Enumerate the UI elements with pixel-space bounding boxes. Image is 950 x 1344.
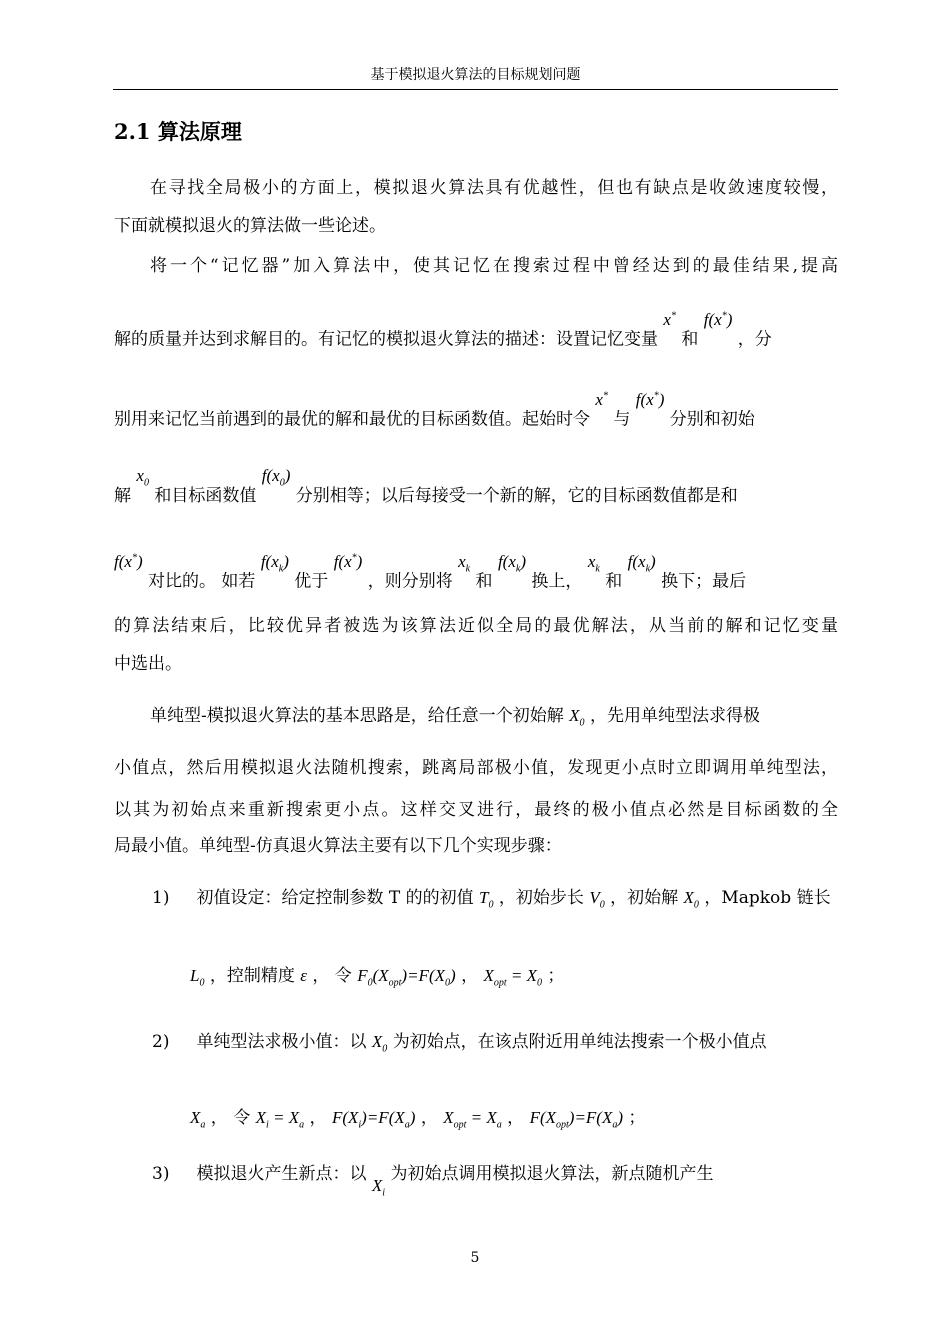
text-segment: 为初始点调用模拟退火算法，新点随机产生 xyxy=(390,1164,714,1184)
text-segment: 模拟退火产生新点：以 xyxy=(196,1164,367,1184)
paragraph-3-line-3: 以其为初始点来重新搜索更小点。这样交叉进行，最终的极小值点必然是目标函数的全 xyxy=(114,800,838,820)
math-f-xk: $f(x_k)$ xyxy=(627,551,656,575)
math-epsilon: ε xyxy=(300,966,307,985)
math-f-x0: $f(x_0)$ xyxy=(261,466,291,489)
step-2-line-1 xyxy=(152,1030,838,1061)
step-number: 1) xyxy=(152,888,170,908)
text-segment: ， xyxy=(507,1108,525,1128)
text-segment: 和 xyxy=(605,571,623,592)
text-segment: 单纯型法求极小值：以 xyxy=(196,1032,367,1052)
step-number: 3) xyxy=(152,1164,170,1184)
math-Xa: $X_a$ xyxy=(190,1108,206,1131)
step-1-line-2 xyxy=(190,964,838,995)
paragraph-1-line-1: 在寻找全局极小的方面上，模拟退火算法具有优越性，但也有缺点是收敛速度较慢， xyxy=(150,178,838,198)
text-segment: ； xyxy=(547,966,565,986)
text-segment: 对比的。 如若 xyxy=(148,571,256,592)
text-segment: ， 令 xyxy=(210,1108,251,1128)
page-number: 5 xyxy=(470,1250,480,1266)
math-V0: $V_0$ xyxy=(589,888,605,911)
paragraph-1-line-2: 下面就模拟退火的算法做一些论述。 xyxy=(114,216,386,236)
section-heading: 2.1 算法原理 xyxy=(114,119,242,144)
step-3-line-1 xyxy=(152,1162,838,1199)
text-segment: ， xyxy=(420,1108,438,1128)
math-F-Xopt-eq-F-Xa: $F(X_{opt})=F(X_a)$ xyxy=(529,1108,624,1131)
running-header: 基于模拟退火算法的目标规划问题 xyxy=(370,67,581,83)
math-f-x-star: f(x*) xyxy=(635,389,665,409)
paragraph-2-line-1: 将一个“记忆器”加入算法中，使其记忆在搜索过程中曾经达到的最佳结果,提高 xyxy=(150,256,838,276)
paragraph-3-line-1 xyxy=(114,704,838,735)
math-T0: $T_0$ xyxy=(479,888,494,911)
math-Xi-eq-Xa: $X_i = X_a$ xyxy=(255,1108,305,1131)
math-X0: $X_0$ xyxy=(683,888,699,911)
text-segment: 与 xyxy=(613,409,631,430)
paragraph-2-line-6: 的算法结束后，比较优异者被选为该算法近似全局的最优解法，从当前的解和记忆变量 xyxy=(114,616,838,636)
text-segment: 为初始点，在该点附近用单纯法搜索一个极小值点 xyxy=(392,1032,767,1052)
paragraph-3-line-2: 小值点，然后用模拟退火法随机搜索，跳离局部极小值，发现更小点时立即调用单纯型法， xyxy=(114,758,838,778)
text-segment: 别用来记忆当前遇到的最优的解和最优的目标函数值。起始时令 xyxy=(114,409,590,430)
text-segment: 优于 xyxy=(294,571,329,592)
math-X0: $X_0$ xyxy=(569,706,585,729)
math-f-x-star: f(x*) xyxy=(333,551,363,571)
math-f-x-star: f(x*) xyxy=(114,551,143,571)
math-X0: $X_0$ xyxy=(371,1032,388,1055)
paragraph-2-line-4 xyxy=(114,466,838,515)
text-segment: ，控制精度 xyxy=(209,966,295,986)
math-x-star: x* xyxy=(663,309,676,329)
math-f-x-star: f(x*) xyxy=(703,309,733,329)
header-rule xyxy=(113,89,838,90)
paragraph-3-line-4: 局最小值。单纯型-仿真退火算法主要有以下几个实现步骤： xyxy=(114,836,562,856)
paragraph-2-line-5 xyxy=(114,551,838,601)
text-segment: ， xyxy=(461,966,479,986)
text-segment: ， xyxy=(309,1108,327,1128)
math-Xi: $X_i$ xyxy=(371,1176,386,1199)
text-segment: 换下；最后 xyxy=(661,571,747,592)
text-segment: ，Mapkob 链长 xyxy=(704,888,831,908)
text-segment: ，分 xyxy=(737,329,772,350)
math-f-xk: $f(x_k)$ xyxy=(497,551,526,575)
text-segment: 解的质量并达到求解目的。有记忆的模拟退火算法的描述：设置记忆变量 xyxy=(114,329,658,350)
text-segment: 换上， xyxy=(531,571,583,592)
paragraph-2-line-7: 中选出。 xyxy=(114,654,182,674)
math-xk: $x_k$ xyxy=(458,551,471,575)
text-segment: 和目标函数值 xyxy=(154,486,257,506)
text-segment: 和 xyxy=(681,329,699,350)
math-x0: $x_0$ xyxy=(136,466,149,489)
step-number: 2) xyxy=(152,1032,170,1052)
text-segment: 单纯型-模拟退火算法的基本思路是，给任意一个初始解 xyxy=(150,706,564,726)
paragraph-2-line-2 xyxy=(114,309,838,352)
paragraph-2-line-3 xyxy=(114,389,838,432)
text-segment: ， 令 xyxy=(312,966,352,986)
math-f-xk: $f(x_k)$ xyxy=(260,551,289,575)
math-Xopt-eq-Xa: $X_{opt} = X_a$ xyxy=(443,1108,502,1131)
text-segment: ，先用单纯型法求得极 xyxy=(589,706,760,726)
step-1-line-1 xyxy=(152,886,838,917)
text-segment: ，初始步长 xyxy=(498,888,584,908)
text-segment: ； xyxy=(628,1108,646,1128)
text-segment: ，初始解 xyxy=(610,888,679,908)
math-L0: $L_0$ xyxy=(190,966,205,989)
text-segment: ，则分别将 xyxy=(367,571,453,592)
text-segment: 分别相等；以后每接受一个新的解，它的目标函数值都是和 xyxy=(295,486,738,506)
math-F-Xi-eq-F-Xa: $F(X_i)=F(X_a)$ xyxy=(331,1108,416,1131)
math-xk: $x_k$ xyxy=(587,551,600,575)
math-Xopt-eq-X0: $X_{opt} = X_0$ xyxy=(483,966,542,989)
math-x-star: x* xyxy=(595,389,608,409)
text-segment: 和 xyxy=(475,571,493,592)
math-F0-Xopt-eq-F-X0: $F_0(X_{opt})=F(X_0)$ xyxy=(357,966,456,989)
text-segment: 解 xyxy=(114,486,131,506)
text-segment: 初值设定：给定控制参数 T 的的初值 xyxy=(196,888,474,908)
step-2-line-2 xyxy=(190,1106,838,1137)
text-segment: 分别和初始 xyxy=(669,409,755,430)
